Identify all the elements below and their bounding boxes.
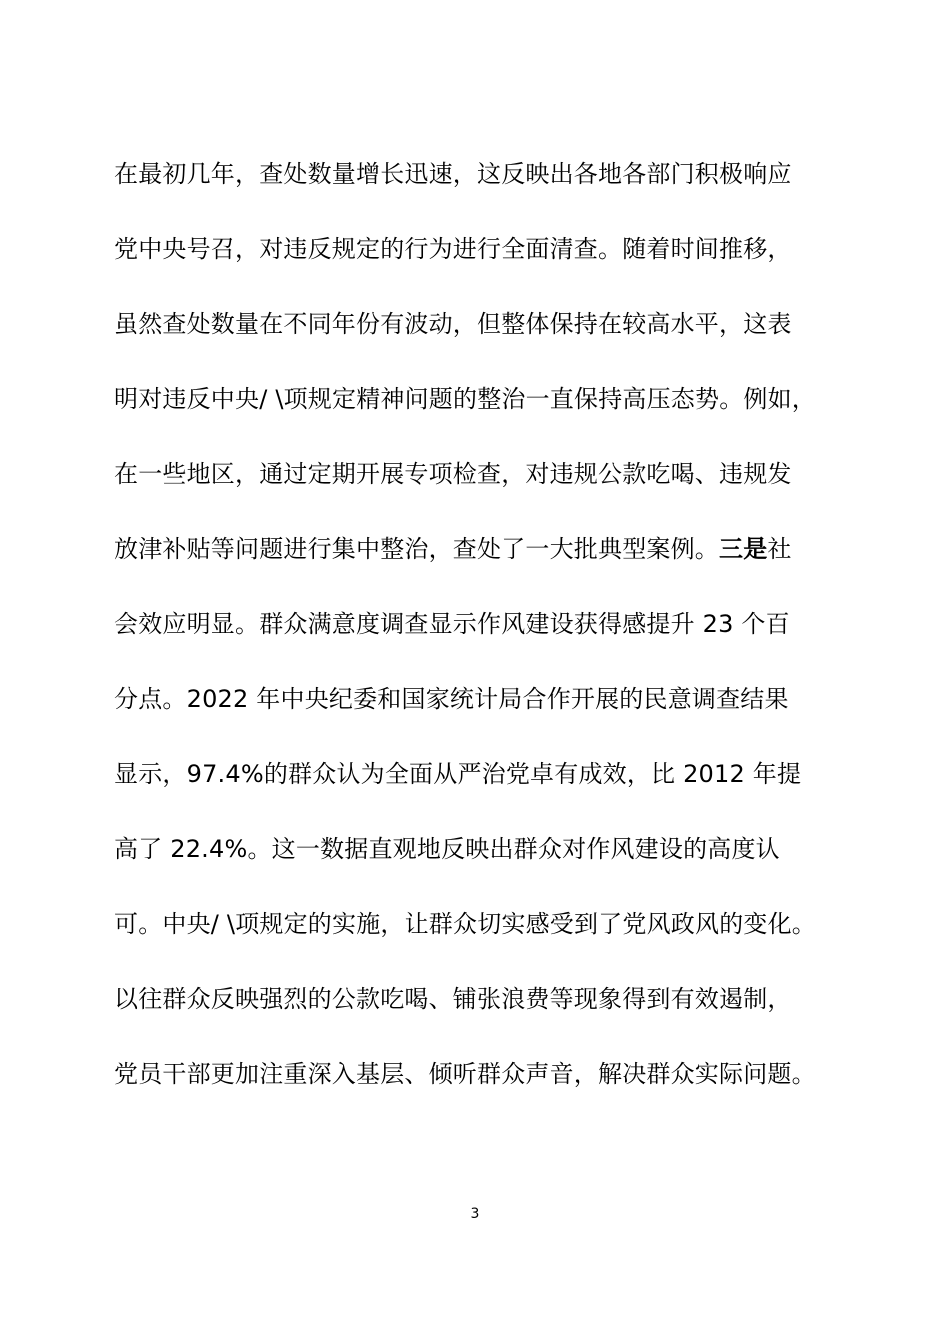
text-line-2: 党中央号召，对违反规定的行为进行全面清查。随着时间推移， [114,235,792,263]
text-line-10: 高了 22.4%。这一数据直观地反映出群众对作风建设的高度认 [114,835,780,863]
text-line-6-main: 放津补贴等问题进行集中整治，查处了一大批典型案例。 [114,535,719,563]
text-line-9: 显示，97.4%的群众认为全面从严治党卓有成效，比 2012 年提 [114,760,802,788]
text-line-8: 分点。2022 年中央纪委和国家统计局合作开展的民意调查结果 [114,685,789,713]
text-line-12: 以往群众反映强烈的公款吃喝、铺张浪费等现象得到有效遏制， [114,985,792,1013]
text-line-6-tail: 社 [767,535,792,563]
text-line-1: 在最初几年，查处数量增长迅速，这反映出各地各部门积极响应 [114,160,792,188]
body-text [114,150,874,1125]
text-line-7: 会效应明显。群众满意度调查显示作风建设获得感提升 23 个百 [114,610,790,638]
text-line-11: 可。中央/ \项规定的实施，让群众切实感受到了党风政风的变化。 [114,910,816,938]
text-line-3: 虽然查处数量在不同年份有波动，但整体保持在较高水平，这表 [114,310,792,338]
text-line-13: 党员干部更加注重深入基层、倾听群众声音，解决群众实际问题。 [114,1060,816,1088]
section-marker-bold: 三是 [719,535,768,563]
text-line-4: 明对违反中央/ \项规定精神问题的整治一直保持高压态势。例如， [114,385,816,413]
text-line-6 [114,525,874,600]
page-number: 3 [470,1206,480,1222]
text-line-5: 在一些地区，通过定期开展专项检查，对违规公款吃喝、违规发 [114,460,792,488]
